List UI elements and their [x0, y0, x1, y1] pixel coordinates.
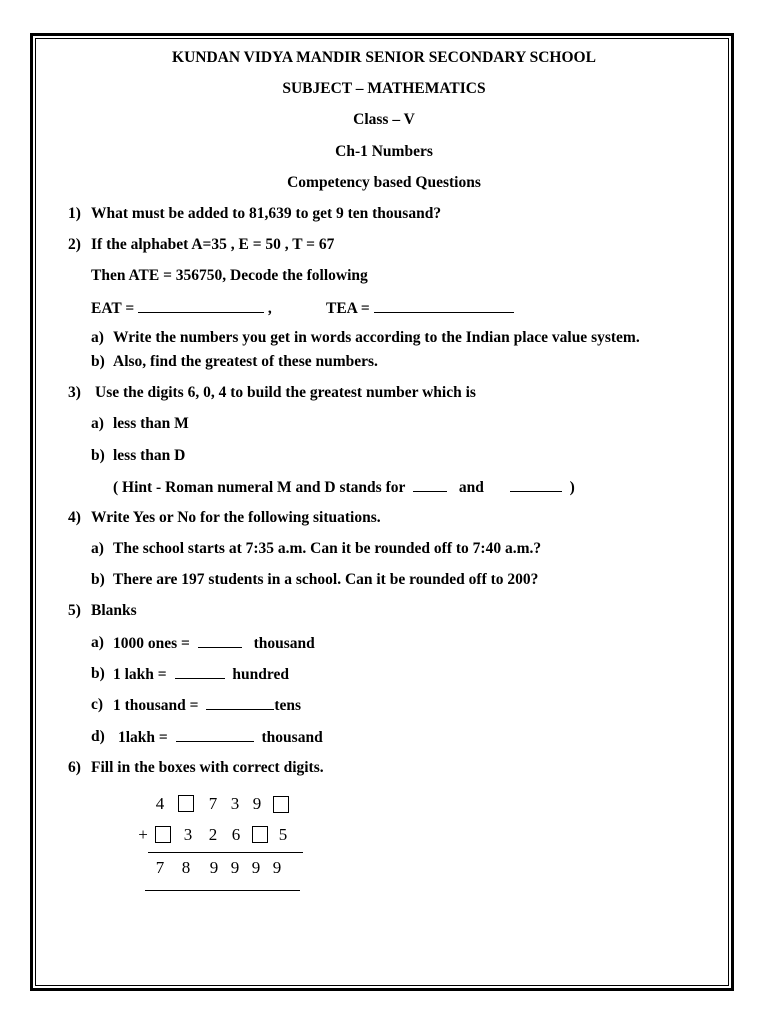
q5-d-pre: 1lakh = — [118, 729, 168, 746]
result-digit-3: 9 — [209, 858, 219, 877]
q2-a-label: a) — [91, 329, 104, 346]
q5-b-row — [113, 664, 289, 685]
q1-number: 1) — [68, 205, 81, 222]
result-digit-2: 8 — [181, 858, 191, 877]
q5-a-post: thousand — [253, 635, 315, 652]
q4-b-label: b) — [91, 571, 105, 588]
q4-b-text: There are 197 students in a school. Can it be rounded off to 200? — [113, 571, 539, 588]
q3-text: Use the digits 6, 0, 4 to build the greatest number which is — [95, 384, 476, 401]
tea-blank[interactable] — [374, 298, 514, 313]
q5-a-row — [113, 633, 315, 654]
q1-text: What must be added to 81,639 to get 9 ten thousand? — [91, 205, 442, 222]
q3-hint — [113, 477, 575, 498]
sum-rule-top — [148, 852, 303, 853]
row1-digit-4: 3 — [230, 794, 240, 813]
q6-number: 6) — [68, 759, 81, 776]
q5-b-label: b) — [91, 665, 105, 682]
q5-c-blank[interactable] — [206, 695, 274, 710]
q2-text: If the alphabet A=35 , E = 50 , T = 67 — [91, 236, 335, 253]
class-title: Class – V — [353, 111, 415, 128]
q5-d-label: d) — [91, 728, 105, 745]
plus-sign: + — [138, 825, 148, 844]
eat-separator: , — [267, 300, 272, 317]
q2-b-label: b) — [91, 353, 105, 370]
eat-label: EAT = — [91, 300, 135, 317]
q3-number: 3) — [68, 384, 81, 401]
q5-b-blank[interactable] — [175, 664, 225, 679]
section-title: Competency based Questions — [287, 174, 481, 191]
sum-rule-bottom — [145, 890, 300, 891]
q6-text: Fill in the boxes with correct digits. — [91, 759, 324, 776]
q2-b-text: Also, find the greatest of these numbers. — [113, 353, 378, 370]
hint-start: ( Hint - Roman numeral M and D stands for — [113, 479, 406, 496]
q5-a-label: a) — [91, 634, 104, 651]
q5-d-row — [118, 727, 323, 748]
row1-digit-1: 4 — [155, 794, 165, 813]
q3-b-text: less than D — [113, 447, 186, 464]
row1-digit-3: 7 — [208, 794, 218, 813]
result-digit-6: 9 — [272, 858, 282, 877]
q2-line2: Then ATE = 356750, Decode the following — [91, 267, 368, 284]
q4-a-text: The school starts at 7:35 a.m. Can it be rounded off to 7:40 a.m.? — [113, 540, 542, 557]
q4-a-label: a) — [91, 540, 104, 557]
row2-box-1[interactable] — [155, 826, 171, 843]
eat-blank[interactable] — [138, 298, 264, 313]
row1-box-2[interactable] — [178, 795, 194, 812]
chapter-title: Ch-1 Numbers — [335, 143, 433, 160]
q2-eat-row — [91, 298, 272, 319]
hint-end: ) — [569, 479, 575, 496]
q5-c-label: c) — [91, 696, 104, 713]
q5-a-pre: 1000 ones = — [113, 635, 190, 652]
school-name: KUNDAN VIDYA MANDIR SENIOR SECONDARY SCHOOL — [172, 49, 596, 66]
q5-number: 5) — [68, 602, 81, 619]
q5-d-post: thousand — [261, 729, 323, 746]
q5-c-post: tens — [274, 697, 302, 714]
q3-a-label: a) — [91, 415, 104, 432]
row2-digit-3: 2 — [208, 825, 218, 844]
q5-b-post: hundred — [232, 666, 289, 683]
tea-label: TEA = — [326, 300, 370, 317]
q4-text: Write Yes or No for the following situations. — [91, 509, 381, 526]
q2-tea-row — [326, 298, 514, 319]
q2-a-text: Write the numbers you get in words according to the Indian place value system. — [113, 329, 640, 346]
q4-number: 4) — [68, 509, 81, 526]
subject-title: SUBJECT – MATHEMATICS — [282, 80, 486, 97]
result-digit-4: 9 — [230, 858, 240, 877]
q5-d-blank[interactable] — [176, 727, 254, 742]
hint-and: and — [458, 479, 484, 496]
q3-b-label: b) — [91, 447, 105, 464]
hint-blank-d[interactable] — [510, 477, 562, 492]
row1-digit-5: 9 — [252, 794, 262, 813]
hint-blank-m[interactable] — [413, 477, 447, 492]
row1-box-6[interactable] — [273, 796, 289, 813]
result-digit-5: 9 — [251, 858, 261, 877]
result-digit-1: 7 — [155, 858, 165, 877]
q5-c-row — [113, 695, 301, 716]
q5-b-pre: 1 lakh = — [113, 666, 167, 683]
q5-text: Blanks — [91, 602, 137, 619]
q5-c-pre: 1 thousand = — [113, 697, 199, 714]
q5-a-blank[interactable] — [198, 633, 242, 648]
row2-box-5[interactable] — [252, 826, 268, 843]
row2-digit-6: 5 — [278, 825, 288, 844]
row2-digit-4: 6 — [231, 825, 241, 844]
q3-a-text: less than M — [113, 415, 189, 432]
q2-number: 2) — [68, 236, 81, 253]
row2-digit-2: 3 — [183, 825, 193, 844]
